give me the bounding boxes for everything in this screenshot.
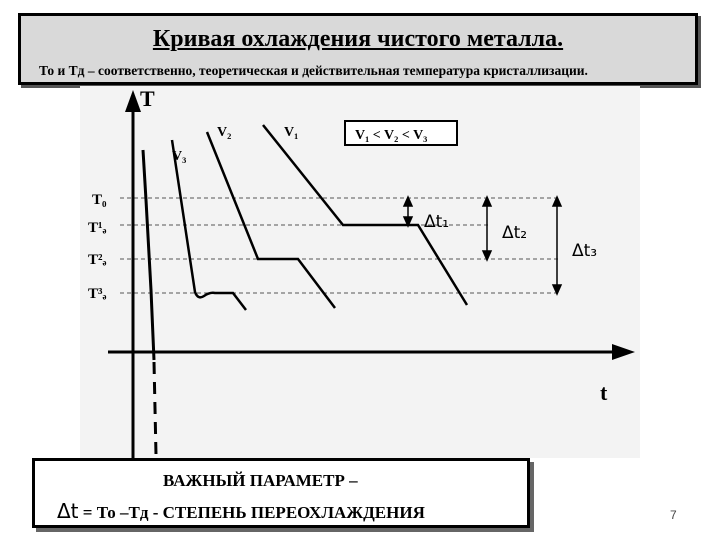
- undercooling-definition-text: = То –Тд - СТЕПЕНЬ ПЕРЕОХЛАЖДЕНИЯ: [78, 503, 425, 522]
- rate-label-v2: V₂: [217, 125, 232, 140]
- level-label-t0: T₀: [92, 192, 107, 208]
- delta-t2-label: Δt₂: [502, 223, 528, 243]
- key-parameter-box: [32, 458, 530, 528]
- delta-t1-label: Δt₁: [424, 212, 450, 232]
- level-label-t1: T¹ₔ: [88, 220, 107, 236]
- curve-v3-dashed: [154, 362, 156, 455]
- y-axis-label: T: [140, 86, 155, 111]
- delta-t-symbol: Δt: [57, 499, 79, 523]
- level-label-t3: T³ₔ: [88, 286, 107, 302]
- rate-relation-text: V₁ < V₂ < V₃: [355, 128, 428, 143]
- rate-label-v1: V₁: [284, 125, 299, 140]
- key-parameter-heading: ВАЖНЫЙ ПАРАМЕТР –: [163, 471, 358, 490]
- title-subtitle: То и Тд – соответственно, теоретическая и действительная температура кристаллизации.: [39, 63, 588, 78]
- x-axis-arrow: [612, 344, 635, 360]
- curve-v3: [143, 150, 154, 360]
- delta-t3-label: Δt₃: [572, 241, 598, 261]
- curve-v2: [207, 132, 335, 308]
- y-axis-arrow: [125, 90, 141, 112]
- page-title: Кривая охлаждения чистого металла.: [152, 26, 564, 52]
- x-axis-label: t: [600, 380, 608, 405]
- level-label-t2: T²ₔ: [88, 252, 107, 268]
- undercooling-definition: [57, 499, 425, 523]
- page-number: 7: [670, 508, 677, 522]
- rate-label-v3: V₃: [172, 149, 187, 164]
